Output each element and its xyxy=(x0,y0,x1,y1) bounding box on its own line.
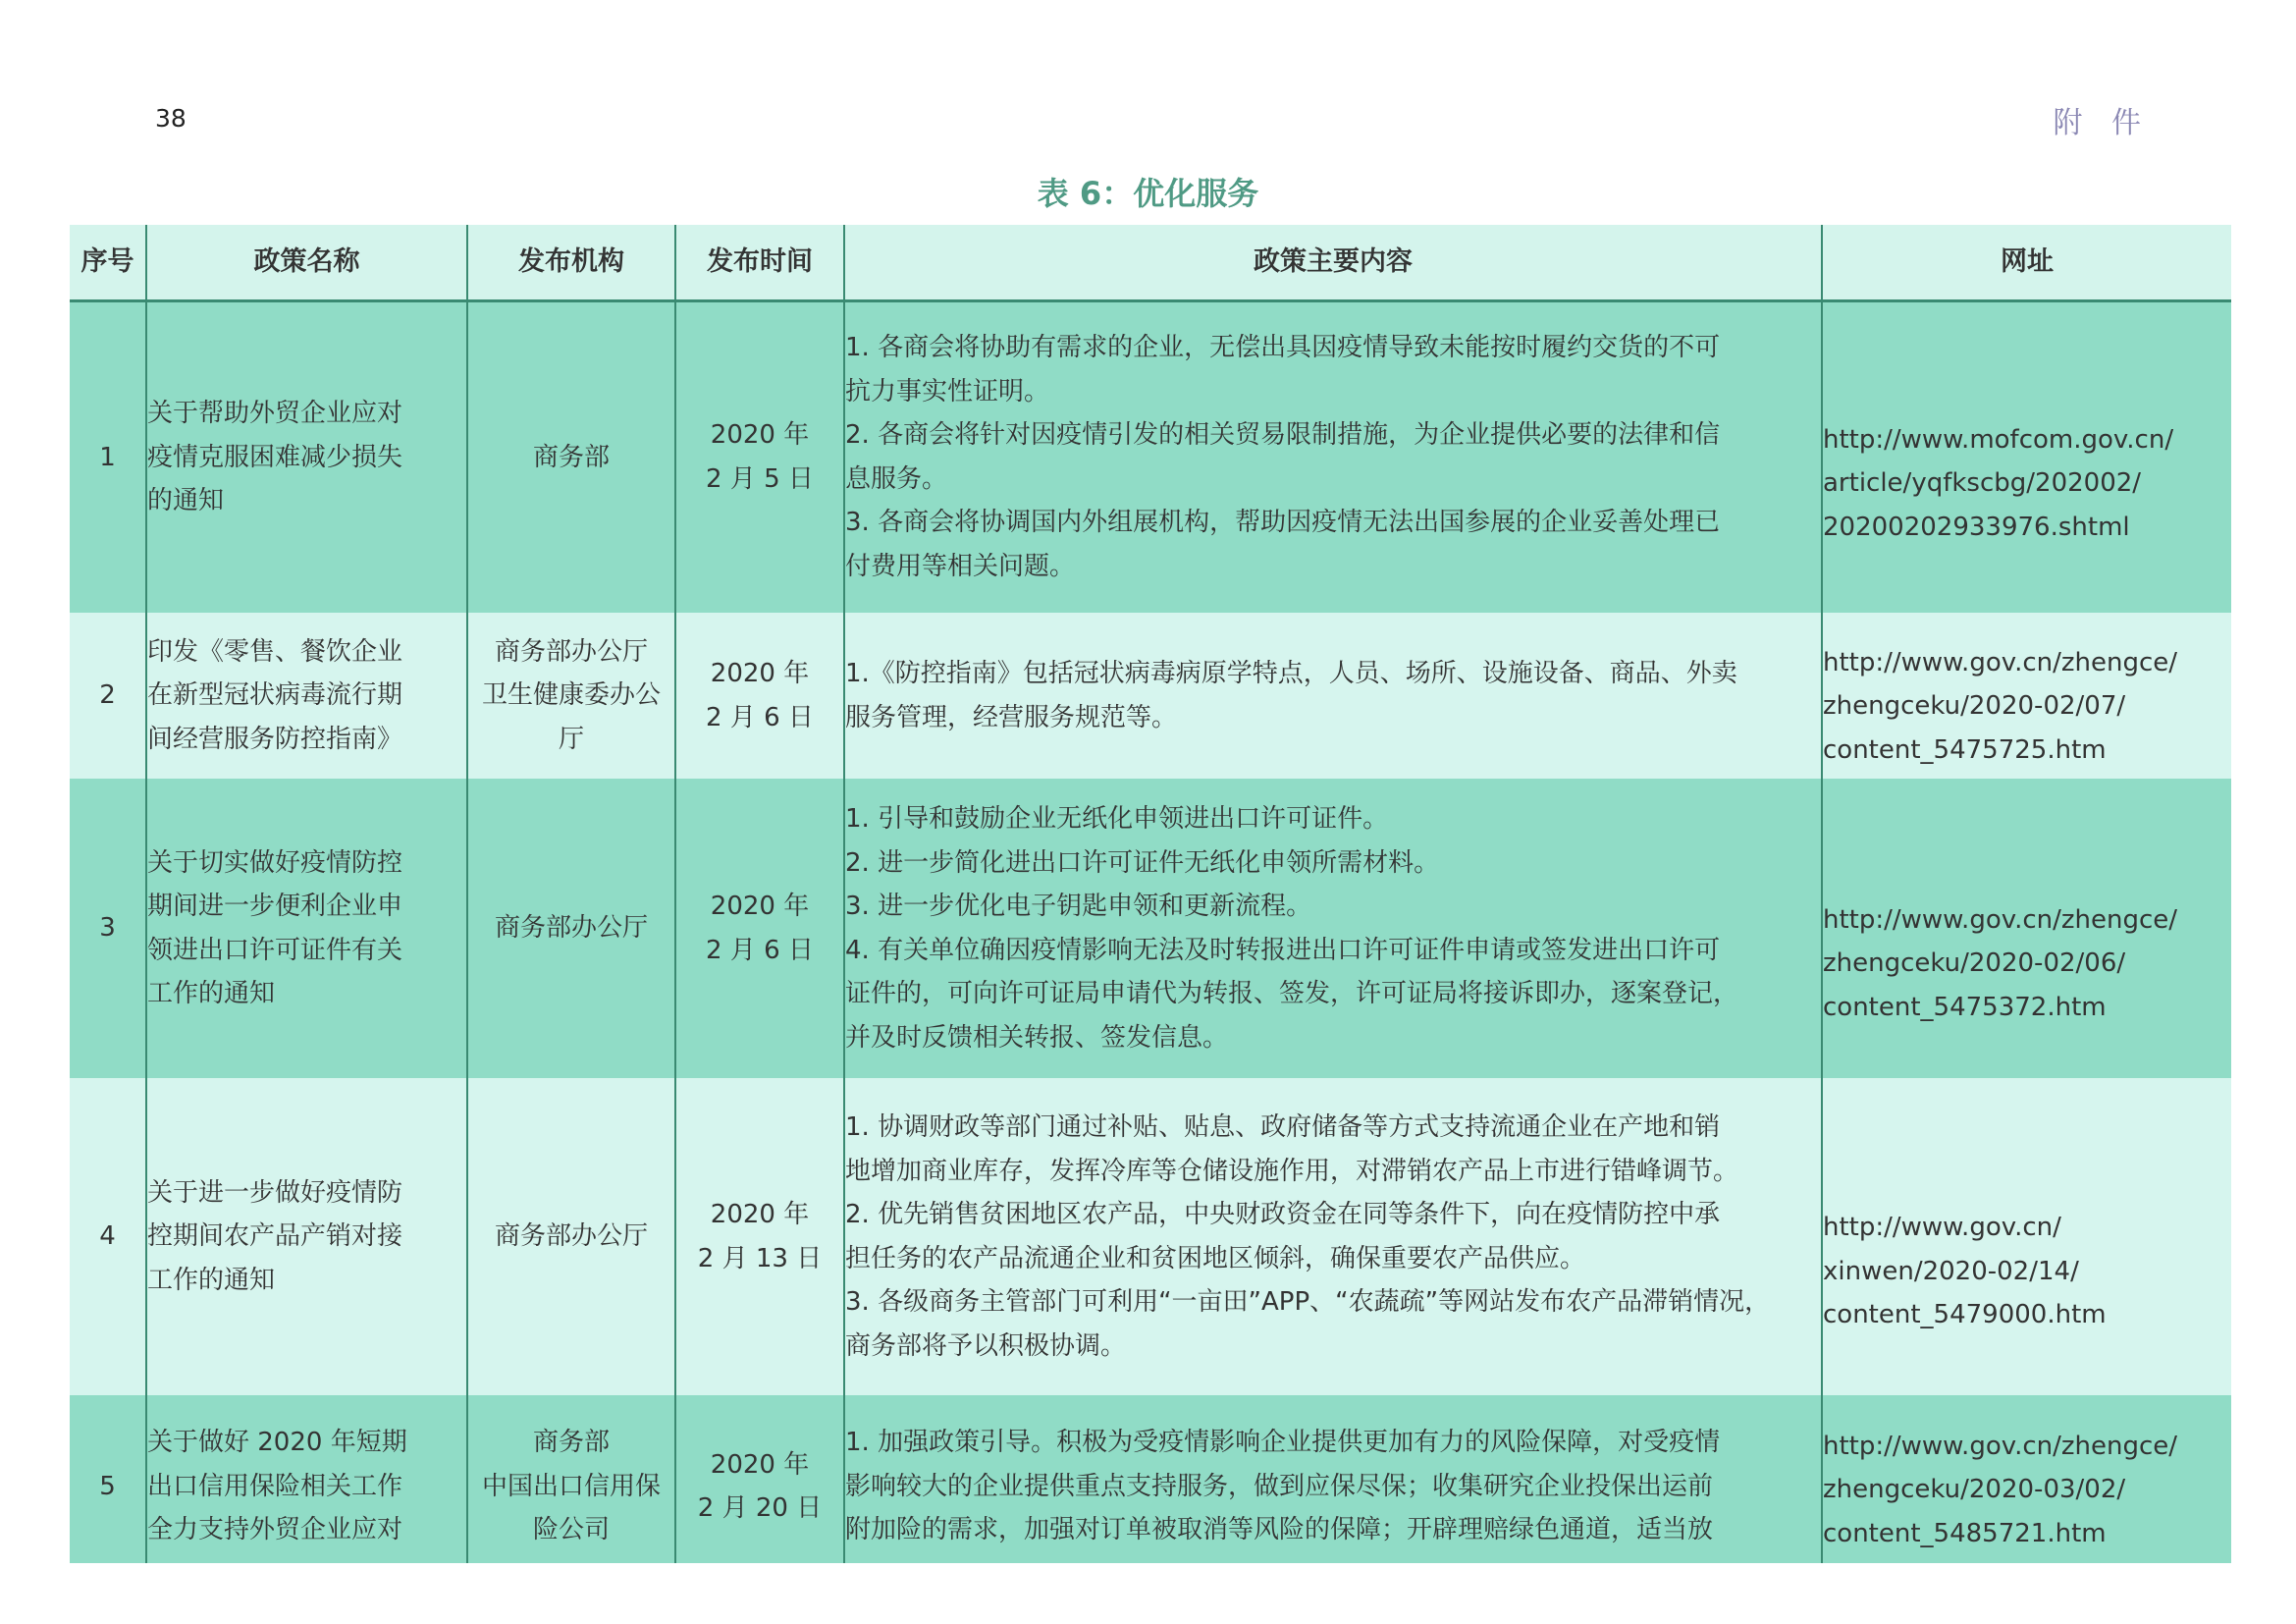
cell-policy-name-line: 工作的通知 xyxy=(147,979,276,1008)
cell-content-line: 商务部将予以积极协调。 xyxy=(845,1330,1127,1361)
cell-url-line[interactable]: 20200202933976.shtml xyxy=(1823,512,2130,542)
table-row xyxy=(70,300,2231,613)
cell-date-line: 2 月 5 日 xyxy=(706,463,814,494)
cell-policy-name-lines xyxy=(147,392,466,523)
cell-policy-name-line: 的通知 xyxy=(147,486,225,515)
cell-content-line: 1.《防控指南》包括冠状病毒病原学特点，人员、场所、设施设备、商品、外卖 xyxy=(845,659,1737,688)
cell-content xyxy=(844,1395,1822,1563)
cell-policy-name-line: 关于帮助外贸企业应对 xyxy=(147,399,403,428)
cell-content-line: 附加险的需求，加强对订单被取消等风险的保障；开辟理赔绿色通道，适当放 xyxy=(845,1515,1714,1545)
cell-date-line: 2 月 13 日 xyxy=(697,1243,823,1273)
cell-content-line: 3. 进一步优化电子钥匙申领和更新流程。 xyxy=(845,892,1312,921)
cell-date xyxy=(675,300,844,613)
cell-policy-name-lines xyxy=(147,841,466,1016)
table-header-row xyxy=(70,225,2231,300)
cell-content-line: 地增加商业库存，发挥冷库等仓储设施作用，对滞销农产品上市进行错峰调节。 xyxy=(845,1156,1739,1186)
cell-url[interactable] xyxy=(1822,300,2231,613)
cell-date-lines xyxy=(676,413,843,501)
table-row xyxy=(70,1395,2231,1563)
cell-date xyxy=(675,1078,844,1395)
cell-number: 5 xyxy=(70,1395,146,1563)
cell-policy-name xyxy=(146,300,467,613)
cell-issuer-line: 厅 xyxy=(558,724,584,754)
cell-policy-name-line: 工作的通知 xyxy=(147,1265,276,1295)
cell-issuer-line: 商务部办公厅 xyxy=(494,913,648,944)
column-header-org: 发布机构 xyxy=(467,225,675,300)
cell-date-lines xyxy=(676,1193,843,1280)
cell-issuer-lines xyxy=(468,906,674,950)
cell-url-line[interactable]: article/yqfkscbg/202002/ xyxy=(1823,468,2142,498)
cell-content-lines xyxy=(845,326,1821,588)
cell-url-lines xyxy=(1823,898,2231,1030)
cell-policy-name-line: 间经营服务防控指南》 xyxy=(147,724,403,754)
cell-policy-name-line: 疫情克服困难减少损失 xyxy=(147,442,403,472)
table-row xyxy=(70,1078,2231,1395)
column-header-no: 序号 xyxy=(70,225,146,300)
column-header-url: 网址 xyxy=(1822,225,2231,300)
cell-content-lines xyxy=(845,1421,1821,1552)
cell-issuer-line: 险公司 xyxy=(532,1515,610,1545)
cell-url-line[interactable]: content_5475372.htm xyxy=(1823,992,2107,1022)
cell-url[interactable] xyxy=(1822,779,2231,1078)
cell-policy-name-lines xyxy=(147,630,466,762)
cell-date-lines xyxy=(676,885,843,972)
cell-content xyxy=(844,1078,1822,1395)
section-label: 附 件 xyxy=(2053,106,2151,140)
cell-content-lines xyxy=(845,797,1821,1059)
cell-policy-name-line: 关于切实做好疫情防控 xyxy=(147,847,403,878)
column-header-date: 发布时间 xyxy=(675,225,844,300)
cell-url-lines xyxy=(1823,1206,2231,1337)
cell-issuer-line: 商务部 xyxy=(532,442,610,472)
cell-issuer-line: 商务部办公厅 xyxy=(494,636,648,667)
cell-policy-name-line: 关于进一步做好疫情防 xyxy=(147,1177,403,1208)
policy-table xyxy=(70,225,2231,1563)
cell-url-line[interactable]: xinwen/2020-02/14/ xyxy=(1823,1256,2079,1286)
cell-url-line[interactable]: http://www.gov.cn/ xyxy=(1823,1213,2061,1243)
cell-content-line: 1. 加强政策引导。积极为受疫情影响企业提供更加有力的风险保障，对受疫情 xyxy=(845,1428,1721,1458)
cell-number: 3 xyxy=(70,779,146,1078)
cell-date-line: 2020 年 xyxy=(710,420,810,451)
cell-url-lines xyxy=(1823,1425,2231,1556)
cell-date-line: 2 月 20 日 xyxy=(697,1493,823,1523)
table-body xyxy=(70,300,2231,1563)
table-row xyxy=(70,779,2231,1078)
cell-url-line[interactable]: http://www.gov.cn/zhengce/ xyxy=(1823,1431,2178,1461)
cell-date-line: 2 月 6 日 xyxy=(706,702,814,732)
cell-issuer-lines xyxy=(468,630,674,762)
cell-url-line[interactable]: http://www.gov.cn/zhengce/ xyxy=(1823,647,2178,677)
cell-date-lines xyxy=(676,652,843,739)
cell-content xyxy=(844,613,1822,779)
cell-issuer-line: 商务部办公厅 xyxy=(494,1221,648,1252)
cell-url-line[interactable]: content_5479000.htm xyxy=(1823,1300,2107,1330)
cell-url-line[interactable]: http://www.gov.cn/zhengce/ xyxy=(1823,904,2178,935)
cell-content-lines xyxy=(845,1106,1821,1368)
cell-content-line: 证件的，可向许可证局申请代为转报、签发，许可证局将接诉即办，逐案登记， xyxy=(845,979,1739,1008)
cell-policy-name-line: 期间进一步便利企业申 xyxy=(147,892,403,921)
cell-date-line: 2020 年 xyxy=(710,1200,810,1229)
cell-date-line: 2020 年 xyxy=(710,892,810,921)
cell-policy-name-line: 印发《零售、餐饮企业 xyxy=(147,636,403,667)
cell-policy-name-line: 领进出口许可证件有关 xyxy=(147,935,403,965)
cell-issuer-line: 商务部 xyxy=(532,1428,610,1458)
cell-url-line[interactable]: content_5485721.htm xyxy=(1823,1518,2107,1548)
cell-content-line: 2. 优先销售贫困地区农产品，中央财政资金在同等条件下，向在疫情防控中承 xyxy=(845,1200,1721,1229)
cell-date-line: 2020 年 xyxy=(710,1449,810,1480)
cell-issuer xyxy=(467,613,675,779)
cell-content-line: 2. 进一步简化进出口许可证件无纸化申领所需材料。 xyxy=(845,847,1440,878)
cell-issuer-line: 卫生健康委办公 xyxy=(481,680,661,711)
cell-issuer xyxy=(467,1078,675,1395)
cell-url-lines xyxy=(1823,641,2231,773)
cell-policy-name-line: 出口信用保险相关工作 xyxy=(147,1471,403,1501)
cell-date-line: 2 月 6 日 xyxy=(706,935,814,965)
cell-content-line: 3. 各商会将协调国内外组展机构，帮助因疫情无法出国参展的企业妥善处理已 xyxy=(845,508,1721,538)
cell-url-line[interactable]: zhengceku/2020-02/07/ xyxy=(1823,691,2126,722)
cell-policy-name-lines xyxy=(147,1421,466,1552)
cell-content-line: 影响较大的企业提供重点支持服务，做到应保尽保；收集研究企业投保出运前 xyxy=(845,1471,1714,1501)
cell-date xyxy=(675,613,844,779)
cell-policy-name-line: 全力支持外贸企业应对 xyxy=(147,1515,403,1545)
cell-issuer xyxy=(467,300,675,613)
cell-date xyxy=(675,779,844,1078)
cell-policy-name-line: 控期间农产品产销对接 xyxy=(147,1221,403,1252)
cell-issuer xyxy=(467,779,675,1078)
cell-content-line: 4. 有关单位确因疫情影响无法及时转报进出口许可证件申请或签发进出口许可 xyxy=(845,935,1721,965)
cell-content-line: 1. 引导和鼓励企业无纸化申领进出口许可证件。 xyxy=(845,804,1389,834)
cell-policy-name-line: 在新型冠状病毒流行期 xyxy=(147,680,403,711)
cell-issuer-lines xyxy=(468,1421,674,1552)
cell-policy-name-lines xyxy=(147,1171,466,1303)
cell-url[interactable] xyxy=(1822,1395,2231,1563)
cell-number: 1 xyxy=(70,300,146,613)
cell-policy-name xyxy=(146,779,467,1078)
page-number: 38 xyxy=(155,104,187,133)
cell-content-line: 抗力事实性证明。 xyxy=(845,376,1050,406)
cell-url-line[interactable]: zhengceku/2020-02/06/ xyxy=(1823,948,2126,979)
cell-content-line: 2. 各商会将针对因疫情引发的相关贸易限制措施，为企业提供必要的法律和信 xyxy=(845,420,1721,451)
table-title: 表 6：优化服务 xyxy=(1037,175,1259,212)
cell-content-line: 付费用等相关问题。 xyxy=(845,551,1076,581)
cell-url-line[interactable]: content_5475725.htm xyxy=(1823,734,2107,765)
cell-content-line: 1. 协调财政等部门通过补贴、贴息、政府储备等方式支持流通企业在产地和销 xyxy=(845,1112,1721,1142)
cell-date-line: 2020 年 xyxy=(710,659,810,688)
cell-date-lines xyxy=(676,1443,843,1531)
table-row xyxy=(70,613,2231,779)
cell-content-line: 3. 各级商务主管部门可利用“一亩田”APP、“农蔬疏”等网站发布农产品滞销情况， xyxy=(845,1287,1771,1317)
cell-content-line: 担任务的农产品流通企业和贫困地区倾斜，确保重要农产品供应。 xyxy=(845,1243,1586,1273)
cell-content-line: 服务管理，经营服务规范等。 xyxy=(845,702,1178,732)
cell-content-line: 息服务。 xyxy=(845,463,948,494)
cell-url[interactable] xyxy=(1822,613,2231,779)
cell-content-lines xyxy=(845,652,1821,739)
cell-number: 4 xyxy=(70,1078,146,1395)
cell-url-lines xyxy=(1823,418,2231,550)
cell-issuer-lines xyxy=(468,1215,674,1259)
cell-date xyxy=(675,1395,844,1563)
column-header-name: 政策名称 xyxy=(146,225,467,300)
cell-content xyxy=(844,779,1822,1078)
cell-url[interactable] xyxy=(1822,1078,2231,1395)
cell-number: 2 xyxy=(70,613,146,779)
cell-content-line: 1. 各商会将协助有需求的企业，无偿出具因疫情导致未能按时履约交货的不可 xyxy=(845,333,1721,363)
cell-policy-name xyxy=(146,1078,467,1395)
cell-policy-name xyxy=(146,613,467,779)
cell-issuer-line: 中国出口信用保 xyxy=(481,1471,661,1501)
cell-url-line[interactable]: zhengceku/2020-03/02/ xyxy=(1823,1475,2126,1505)
cell-content-line: 并及时反馈相关转报、签发信息。 xyxy=(845,1022,1229,1053)
cell-content xyxy=(844,300,1822,613)
cell-policy-name-line: 关于做好 2020 年短期 xyxy=(147,1428,407,1458)
cell-issuer xyxy=(467,1395,675,1563)
cell-url-line[interactable]: http://www.mofcom.gov.cn/ xyxy=(1823,424,2174,455)
cell-issuer-lines xyxy=(468,436,674,480)
column-header-content: 政策主要内容 xyxy=(844,225,1822,300)
cell-policy-name xyxy=(146,1395,467,1563)
